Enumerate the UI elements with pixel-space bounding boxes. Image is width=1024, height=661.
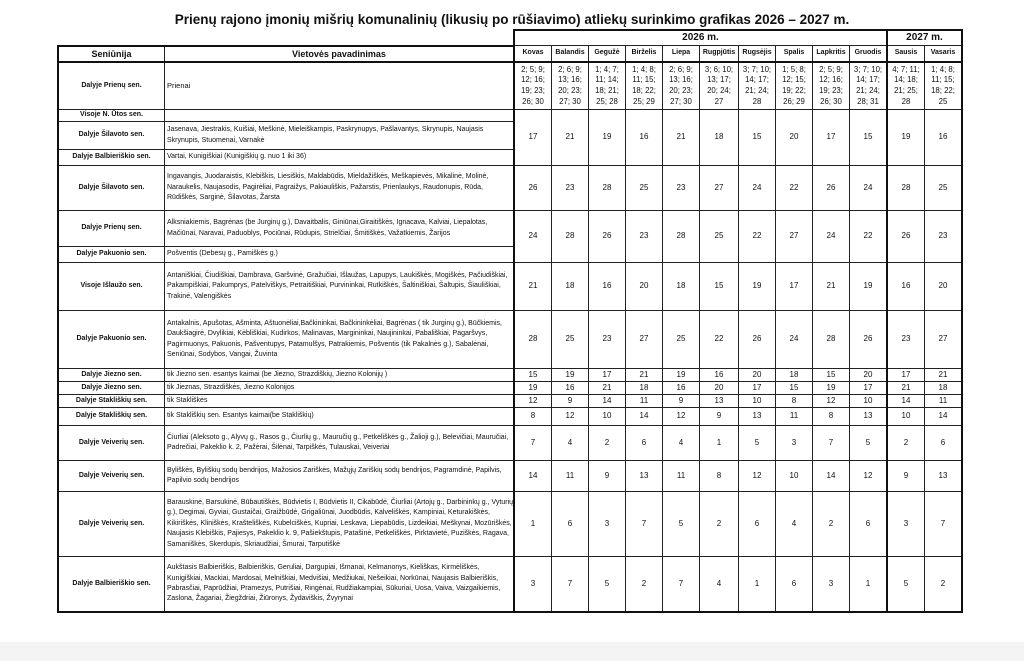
day-cell: 8 xyxy=(776,395,813,408)
table-row xyxy=(58,311,962,369)
year-2027-header: 2027 m. xyxy=(887,30,962,46)
day-cell: 2 xyxy=(813,492,850,557)
day-cell: 20 xyxy=(850,369,888,382)
day-cell: 16 xyxy=(887,263,925,311)
day-cell: 20 xyxy=(626,263,663,311)
day-cell: 12 xyxy=(739,461,776,492)
vietove-cell: tik Jieznas, Strazdiškės, Jiezno Kolonijos xyxy=(165,382,515,395)
day-cell: 24 xyxy=(514,211,552,263)
vietove-cell: Jasenava, Jiestrakis, Kuišiai, Meškinė, Mieleiškampis, Paskrynupys, Pašlavantys, Skrynupis, Naujasis Skrynupis, Stuomenai, Varnakė xyxy=(165,122,515,150)
day-cell: 9 xyxy=(663,395,700,408)
day-cell: 23 xyxy=(887,311,925,369)
seniunija-cell: Dalyje Veiverių sen. xyxy=(58,492,165,557)
day-cell: 26 xyxy=(589,211,626,263)
dates-cell: 1; 4; 8; 11; 15; 18; 22; 25; 29 xyxy=(626,62,663,110)
dates-cell: 3; 7; 10; 14; 17; 21; 24; 28; 31 xyxy=(850,62,888,110)
day-cell: 26 xyxy=(514,166,552,211)
day-cell: 11 xyxy=(552,461,589,492)
column-header-row xyxy=(58,46,962,63)
day-cell: 22 xyxy=(700,311,739,369)
day-cell: 9 xyxy=(700,408,739,426)
table-row xyxy=(58,263,962,311)
day-cell: 9 xyxy=(552,395,589,408)
day-cell: 14 xyxy=(626,408,663,426)
seniunija-cell: Dalyje Šilavoto sen. xyxy=(58,166,165,211)
day-cell: 10 xyxy=(776,461,813,492)
month-header: Lapkritis xyxy=(813,46,850,63)
day-cell: 15 xyxy=(739,110,776,166)
seniunija-cell: Visoje N. Ūtos sen. xyxy=(58,110,165,122)
day-cell: 19 xyxy=(887,110,925,166)
seniunija-cell: Dalyje Stakliškių sen. xyxy=(58,408,165,426)
dates-cell: 2; 6; 9; 13; 16; 20; 23; 27; 30 xyxy=(552,62,589,110)
day-cell: 27 xyxy=(776,211,813,263)
day-cell: 21 xyxy=(626,369,663,382)
day-cell: 16 xyxy=(925,110,963,166)
seniunija-cell: Dalyje Veiverių sen. xyxy=(58,461,165,492)
day-cell: 15 xyxy=(776,382,813,395)
day-cell: 18 xyxy=(663,263,700,311)
day-cell: 2 xyxy=(589,426,626,461)
day-cell: 15 xyxy=(813,369,850,382)
vietove-cell: Alksniakiemis, Bagrėnas (be Jurginų g.), Davaitbalis, Giniūnai,Giraitiškės, Ignacava, Kalviai, Liepalotas, Mačiūnai, Naravai, Paduoblys, Pociūnai, Rūdupis, Strielčiai, Šmitiškės, Važatkiemis, Žarijos xyxy=(165,211,515,247)
day-cell: 2 xyxy=(887,426,925,461)
month-header: Spalis xyxy=(776,46,813,63)
day-cell: 21 xyxy=(925,369,963,382)
day-cell: 27 xyxy=(700,166,739,211)
day-cell: 3 xyxy=(887,492,925,557)
day-cell: 28 xyxy=(887,166,925,211)
day-cell: 10 xyxy=(887,408,925,426)
day-cell: 22 xyxy=(739,211,776,263)
dates-cell: 3; 6; 10; 13; 17; 20; 24; 27 xyxy=(700,62,739,110)
dates-cell: 3; 7; 10; 14; 17; 21; 24; 28 xyxy=(739,62,776,110)
collection-schedule-table xyxy=(57,29,963,613)
vietove-cell: tik Stakliškių sen. Esantys kaimai(be Stakliškių) xyxy=(165,408,515,426)
day-cell: 28 xyxy=(663,211,700,263)
day-cell: 24 xyxy=(776,311,813,369)
day-cell: 12 xyxy=(850,461,888,492)
day-cell: 16 xyxy=(589,263,626,311)
table-row xyxy=(58,110,962,122)
dates-cell: 4; 7; 11; 14; 18; 21; 25; 28 xyxy=(887,62,925,110)
seniunija-cell: Dalyje Jiezno sen. xyxy=(58,382,165,395)
seniunija-cell: Dalyje Prienų sen. xyxy=(58,62,165,110)
day-cell: 19 xyxy=(589,110,626,166)
day-cell: 10 xyxy=(589,408,626,426)
day-cell: 15 xyxy=(514,369,552,382)
day-cell: 5 xyxy=(589,557,626,613)
day-cell: 19 xyxy=(850,263,888,311)
year-header-row xyxy=(58,30,962,46)
day-cell: 11 xyxy=(776,408,813,426)
day-cell: 2 xyxy=(626,557,663,613)
day-cell: 11 xyxy=(663,461,700,492)
day-cell: 26 xyxy=(887,211,925,263)
day-cell: 4 xyxy=(663,426,700,461)
day-cell: 2 xyxy=(700,492,739,557)
day-cell: 3 xyxy=(776,426,813,461)
table-row xyxy=(58,408,962,426)
day-cell: 4 xyxy=(776,492,813,557)
table-row xyxy=(58,166,962,211)
day-cell: 15 xyxy=(850,110,888,166)
day-cell: 21 xyxy=(552,110,589,166)
day-cell: 19 xyxy=(813,382,850,395)
day-cell: 25 xyxy=(626,166,663,211)
day-cell: 6 xyxy=(850,492,888,557)
day-cell: 17 xyxy=(850,382,888,395)
day-cell: 7 xyxy=(925,492,963,557)
seniunija-cell: Dalyje Balbieriškio sen. xyxy=(58,557,165,613)
day-cell: 20 xyxy=(700,382,739,395)
vietove-cell: Vartai, Kunigiškiai (Kunigiškių g. nuo 1 iki 36) xyxy=(165,150,515,166)
day-cell: 25 xyxy=(925,166,963,211)
day-cell: 24 xyxy=(813,211,850,263)
seniunija-cell: Dalyje Veiverių sen. xyxy=(58,426,165,461)
day-cell: 17 xyxy=(514,110,552,166)
table-row xyxy=(58,211,962,247)
page-bottom-margin xyxy=(0,642,1024,661)
day-cell: 3 xyxy=(813,557,850,613)
month-header: Birželis xyxy=(626,46,663,63)
day-cell: 14 xyxy=(514,461,552,492)
day-cell: 13 xyxy=(700,395,739,408)
dates-cell: 1; 4; 8; 11; 15; 18; 22; 25 xyxy=(925,62,963,110)
month-header: Sausis xyxy=(887,46,925,63)
day-cell: 23 xyxy=(925,211,963,263)
day-cell: 7 xyxy=(552,557,589,613)
day-cell: 7 xyxy=(626,492,663,557)
dates-cell: 2; 5; 9; 12; 16; 19; 23; 26; 30 xyxy=(813,62,850,110)
day-cell: 21 xyxy=(514,263,552,311)
seniunija-cell: Dalyje Stakliškių sen. xyxy=(58,395,165,408)
day-cell: 8 xyxy=(813,408,850,426)
day-cell: 3 xyxy=(514,557,552,613)
dates-cell: 2; 6; 9; 13; 16; 20; 23; 27; 30 xyxy=(663,62,700,110)
document-title: Prienų rajono įmonių mišrių komunalinių (likusių po rūšiavimo) atliekų surinkimo grafikas 2026 – 2027 m. xyxy=(174,12,850,27)
seniunija-cell: Dalyje Prienų sen. xyxy=(58,211,165,247)
month-header: Balandis xyxy=(552,46,589,63)
day-cell: 19 xyxy=(514,382,552,395)
day-cell: 26 xyxy=(813,166,850,211)
day-cell: 5 xyxy=(887,557,925,613)
day-cell: 11 xyxy=(626,395,663,408)
vietove-cell: Čiurliai (Aleksoto g., Alyvų g., Rasos g., Čiurlių g., Mauručių g., Petkeliškės g., Žalioji g.), Belevičiai, Mauručiai, Padrečiai, Pakeklio k. 2, Pažėrai, Šilėnai, Tarpiškės, Tulauskai, Veiveriai xyxy=(165,426,515,461)
vietove-cell: tik Jiezno sen. esantys kaimai (be Jiezno, Strazdiškių, Jiezno Kolonijų ) xyxy=(165,369,515,382)
seniunija-header: Seniūnija xyxy=(58,46,165,63)
day-cell: 12 xyxy=(514,395,552,408)
day-cell: 12 xyxy=(552,408,589,426)
table-row xyxy=(58,382,962,395)
day-cell: 21 xyxy=(663,110,700,166)
month-header: Rugsėjis xyxy=(739,46,776,63)
day-cell: 26 xyxy=(850,311,888,369)
day-cell: 18 xyxy=(776,369,813,382)
day-cell: 21 xyxy=(589,382,626,395)
day-cell: 6 xyxy=(776,557,813,613)
seniunija-cell: Visoje Išlaužo sen. xyxy=(58,263,165,311)
seniunija-cell: Dalyje Balbieriškio sen. xyxy=(58,150,165,166)
day-cell: 13 xyxy=(626,461,663,492)
day-cell: 8 xyxy=(700,461,739,492)
day-cell: 20 xyxy=(739,369,776,382)
day-cell: 1 xyxy=(739,557,776,613)
day-cell: 16 xyxy=(700,369,739,382)
day-cell: 24 xyxy=(850,166,888,211)
month-header: Kovas xyxy=(514,46,552,63)
table-row xyxy=(58,492,962,557)
seniunija-cell: Dalyje Jiezno sen. xyxy=(58,369,165,382)
day-cell: 6 xyxy=(739,492,776,557)
day-cell: 27 xyxy=(925,311,963,369)
day-cell: 9 xyxy=(589,461,626,492)
day-cell: 19 xyxy=(552,369,589,382)
day-cell: 15 xyxy=(700,263,739,311)
day-cell: 18 xyxy=(700,110,739,166)
table-row xyxy=(58,426,962,461)
day-cell: 5 xyxy=(850,426,888,461)
day-cell: 6 xyxy=(626,426,663,461)
day-cell: 5 xyxy=(663,492,700,557)
dates-cell: 1; 4; 7; 11; 14; 18; 21; 25; 28 xyxy=(589,62,626,110)
day-cell: 23 xyxy=(589,311,626,369)
day-cell: 26 xyxy=(739,311,776,369)
day-cell: 13 xyxy=(850,408,888,426)
day-cell: 18 xyxy=(626,382,663,395)
day-cell: 25 xyxy=(663,311,700,369)
table-row xyxy=(58,62,962,110)
day-cell: 14 xyxy=(589,395,626,408)
table-row xyxy=(58,369,962,382)
day-cell: 7 xyxy=(663,557,700,613)
day-cell: 20 xyxy=(925,263,963,311)
table-row xyxy=(58,461,962,492)
day-cell: 25 xyxy=(700,211,739,263)
day-cell: 4 xyxy=(552,426,589,461)
table-row xyxy=(58,557,962,613)
vietove-cell xyxy=(165,110,515,122)
day-cell: 17 xyxy=(776,263,813,311)
vietove-cell: Ingavangis, Juodaraistis, Klebiškis, Liesiškis, Maldabūdis, Mieldažiškės, Meškapievės, Mikalinė, Molinė, Naraukelis, Naujasodis, Pagirėliai, Pagraižys, Pakiauliškis, Pažarstis, Prienlaukys, Raudonupis, Rūda, Rūdiškės, Sarginė, Šilavotas, Žarsta xyxy=(165,166,515,211)
day-cell: 23 xyxy=(552,166,589,211)
day-cell: 28 xyxy=(589,166,626,211)
day-cell: 2 xyxy=(925,557,963,613)
day-cell: 9 xyxy=(887,461,925,492)
day-cell: 22 xyxy=(776,166,813,211)
vietove-cell: Pošventis (Debesų g., Pamiškės g.) xyxy=(165,247,515,263)
day-cell: 16 xyxy=(626,110,663,166)
day-cell: 4 xyxy=(700,557,739,613)
vietove-header: Vietovės pavadinimas xyxy=(165,46,515,63)
day-cell: 18 xyxy=(925,382,963,395)
day-cell: 25 xyxy=(552,311,589,369)
vietove-cell: Prienai xyxy=(165,62,515,110)
seniunija-cell: Dalyje Pakuonio sen. xyxy=(58,247,165,263)
day-cell: 14 xyxy=(887,395,925,408)
day-cell: 18 xyxy=(552,263,589,311)
day-cell: 8 xyxy=(514,408,552,426)
day-cell: 7 xyxy=(813,426,850,461)
day-cell: 13 xyxy=(739,408,776,426)
seniunija-cell: Dalyje Šilavoto sen. xyxy=(58,122,165,150)
day-cell: 1 xyxy=(700,426,739,461)
vietove-cell: Aukštasis Balbieriškis, Balbieriškis, Geruliai, Dargupiai, Išmanai, Kelmanonys, Kieliškas, Kirmėliškės, Kunigiškiai, Mackiai, Mardosai, Melniškiai, Medvišiai, Medžiukai, Nešeikiai, Norkūnai, Naujasis Balbieriškis, Pabrasčiai, Paprūdžiai, Pramezys, Putrišiai, Ringėnai, Rudžiakampiai, Sūkuriai, Uosa, Vaiva, Vaizgaikiemis, Zaslona, Žagariai, Žiegždriai, Žiūronys, Žydaviškis, Žvyrynai xyxy=(165,557,515,613)
day-cell: 28 xyxy=(552,211,589,263)
vietove-cell: Antaniškiai, Čiudiškiai, Dambrava, Garšvinė, Gražučiai, Išlaužas, Lapupys, Laukiškės, Mogiškės, Pačiudiškiai, Pakampiškiai, Pakumprys, Patelviškys, Petraitiškiai, Purvininkai, Rutkiškės, Šaltiniškiai, Šaltupis, Šiauliškiai, Trakinė, Valengiškės xyxy=(165,263,515,311)
month-header: Gegužė xyxy=(589,46,626,63)
day-cell: 20 xyxy=(776,110,813,166)
day-cell: 12 xyxy=(813,395,850,408)
vietove-cell: Antakalnis, Apušotas, Ašminta, Aštuonėliai,Bačkininkai, Bačkininkėliai, Bagrėnas ( tik Jurginų g.), Būčkiemis, Daukšiagirė, Dvylikiai, Kėbliškiai, Kudirkos, Malinavas, Margininkai, Naujininkai, Pabališkiai, Pagaršvys, Pagirmuonys, Pakuonis, Pašventupys, Patamulšys, Patrakiemis, Pošventis (tik Pakalnės g.), Sabalėnai, Seniūnai, Sodybos, Vangai, Žuvinta xyxy=(165,311,515,369)
seniunija-cell: Dalyje Pakuonio sen. xyxy=(58,311,165,369)
day-cell: 21 xyxy=(887,382,925,395)
day-cell: 6 xyxy=(552,492,589,557)
month-header: Liepa xyxy=(663,46,700,63)
day-cell: 14 xyxy=(813,461,850,492)
day-cell: 1 xyxy=(514,492,552,557)
day-cell: 17 xyxy=(589,369,626,382)
table-row xyxy=(58,395,962,408)
month-header: Rugpjūtis xyxy=(700,46,739,63)
day-cell: 5 xyxy=(739,426,776,461)
vietove-cell: tik Stakliškės xyxy=(165,395,515,408)
dates-cell: 1; 5; 8; 12; 15; 19; 22; 26; 29 xyxy=(776,62,813,110)
dates-cell: 2; 5; 9; 12; 16; 19; 23; 26; 30 xyxy=(514,62,552,110)
day-cell: 22 xyxy=(850,211,888,263)
day-cell: 23 xyxy=(663,166,700,211)
day-cell: 17 xyxy=(887,369,925,382)
day-cell: 19 xyxy=(663,369,700,382)
day-cell: 21 xyxy=(813,263,850,311)
month-header: Gruodis xyxy=(850,46,888,63)
day-cell: 19 xyxy=(739,263,776,311)
day-cell: 6 xyxy=(925,426,963,461)
day-cell: 17 xyxy=(739,382,776,395)
day-cell: 7 xyxy=(514,426,552,461)
day-cell: 16 xyxy=(552,382,589,395)
day-cell: 17 xyxy=(813,110,850,166)
month-header: Vasaris xyxy=(925,46,963,63)
day-cell: 14 xyxy=(925,408,963,426)
day-cell: 23 xyxy=(626,211,663,263)
day-cell: 10 xyxy=(850,395,888,408)
day-cell: 10 xyxy=(739,395,776,408)
year-2026-header: 2026 m. xyxy=(514,30,887,46)
day-cell: 12 xyxy=(663,408,700,426)
day-cell: 28 xyxy=(813,311,850,369)
day-cell: 11 xyxy=(925,395,963,408)
day-cell: 1 xyxy=(850,557,888,613)
day-cell: 24 xyxy=(739,166,776,211)
vietove-cell: Barauskinė, Barsukinė, Būbautiškės, Būdvietis I, Būdvietis II, Cikabūdė, Čiurliai (Artojų g., Darbininkų g., Vyturių g.), Degimai, Gyviai, Gustaičai, Graižbūdė, Grigaliūnai, Juodbūdis, Kalveliškės, Kampiniai, Keturakiškės, Kikiriškės, Kliniškės, Krašteliškės, Kubelciškės, Kupriai, Leskava, Liepabūdis, Lizdeikiai, Meškynai, Mozūriškės, Naujasis Klebiškis, Pajiesys, Pakeklio k. 9, Pašiekštupis, Patašinė, Petkeliškės, Pirktavietė, Puziškės, Ragava, Samaniškės, Skerdupis, Skriaudžiai, Šmurai, Tarputiškė xyxy=(165,492,515,557)
day-cell: 3 xyxy=(589,492,626,557)
day-cell: 16 xyxy=(663,382,700,395)
day-cell: 27 xyxy=(626,311,663,369)
day-cell: 28 xyxy=(514,311,552,369)
vietove-cell: Byliškės, Byliškių sodų bendrijos, Mažosios Zariškės, Mažųjų Zariškių sodų bendrijos, Pagramdinė, Papilvis, Papilvio sodų bendrijos xyxy=(165,461,515,492)
day-cell: 13 xyxy=(925,461,963,492)
